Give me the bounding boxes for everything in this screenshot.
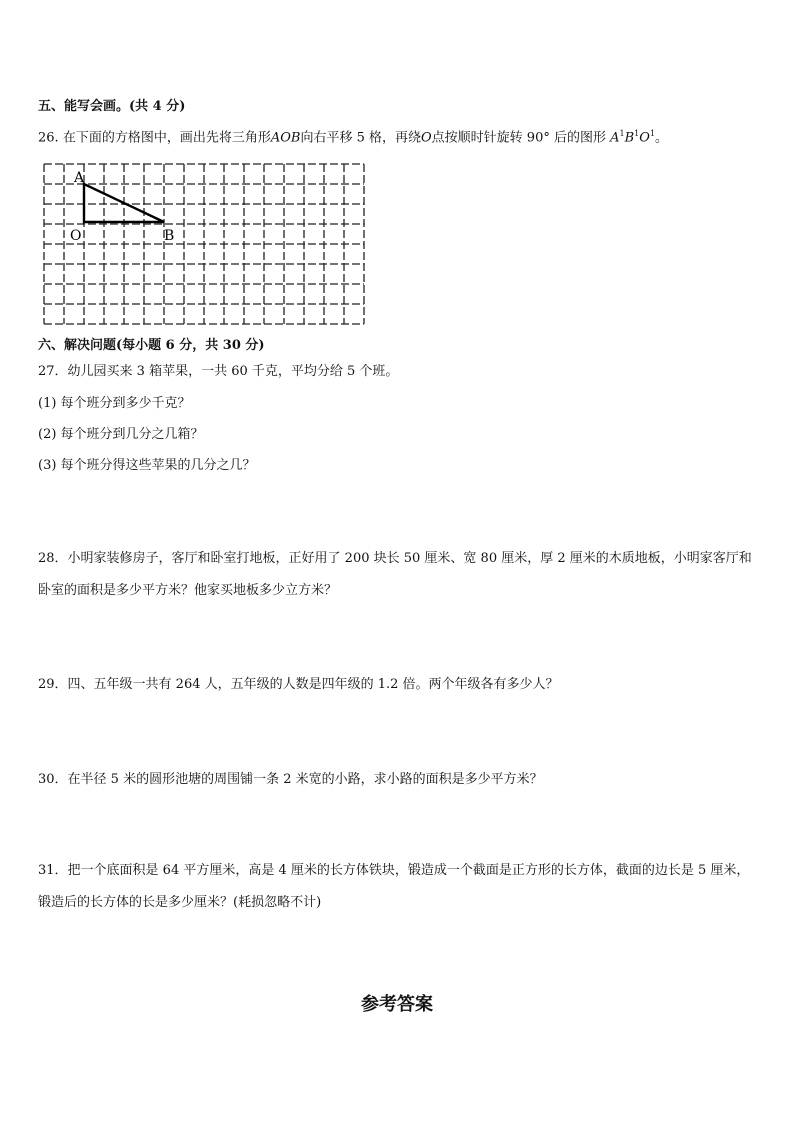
q26-text-c: 点按顺时针旋转 90° 后的图形 (431, 130, 606, 146)
question-27: 27．幼儿园买来 3 箱苹果，一共 60 千克，平均分给 5 个班。 (38, 364, 399, 379)
q26-prime-o: O (639, 130, 650, 146)
question-31: 31．把一个底面积是 64 平方厘米，高是 4 厘米的长方体铁块，锻造成一个截面是正方形的长方体，截面的边长是 5 厘米，锻造后的长方体的长是多少厘米？(耗损忽略不计) (38, 863, 750, 910)
answer-key-title: 参考答案 (361, 994, 433, 1015)
question-27-part-3: (3) 每个班分得这些苹果的几分之几？ (38, 458, 256, 473)
q26-end: 。 (655, 130, 669, 146)
q26-var-o: O (421, 130, 432, 146)
question-30: 30．在半径 5 米的圆形池塘的周围铺一条 2 米宽的小路，求小路的面积是多少平方米？ (38, 772, 543, 787)
section-6-heading: 六、解决问题(每小题 6 分，共 30 分) (38, 338, 265, 353)
q26-text-a: 在下面的方格图中，画出先将三角形 (62, 130, 271, 146)
square-grid (40, 160, 384, 326)
q26-sup-3: 1 (649, 129, 656, 138)
q26-prime-b: B (624, 130, 635, 146)
q26-sup-1: 1 (619, 129, 625, 138)
question-27-part-2: (2) 每个班分到几分之几箱？ (38, 427, 204, 442)
label-b: B (164, 228, 175, 244)
question-28: 28．小明家装修房子，客厅和卧室打地板，正好用了 200 块长 50 厘米、宽 80 厘米，厚 2 厘米的木质地板，小明家客厅和卧室的面积是多少平方米？他家买地板多少立方米？ (38, 551, 752, 598)
q26-text-b: 向右平移 5 格，再绕 (300, 130, 421, 146)
q26-prime-a: A (610, 130, 620, 146)
label-o: O (70, 228, 82, 244)
question-26 (38, 124, 668, 148)
section-5-heading: 五、能写会画。(共 4 分) (38, 99, 186, 114)
label-a: A (74, 170, 85, 186)
question-29: 29．四、五年级一共有 264 人，五年级的人数是四年级的 1.2 倍。两个年级各有多少人？ (38, 677, 559, 692)
q26-number: 26. (38, 130, 59, 146)
q26-var-aob: AOB (270, 130, 301, 146)
question-27-part-1: (1) 每个班分到多少千克？ (38, 396, 191, 411)
q26-sup-2: 1 (634, 129, 640, 138)
